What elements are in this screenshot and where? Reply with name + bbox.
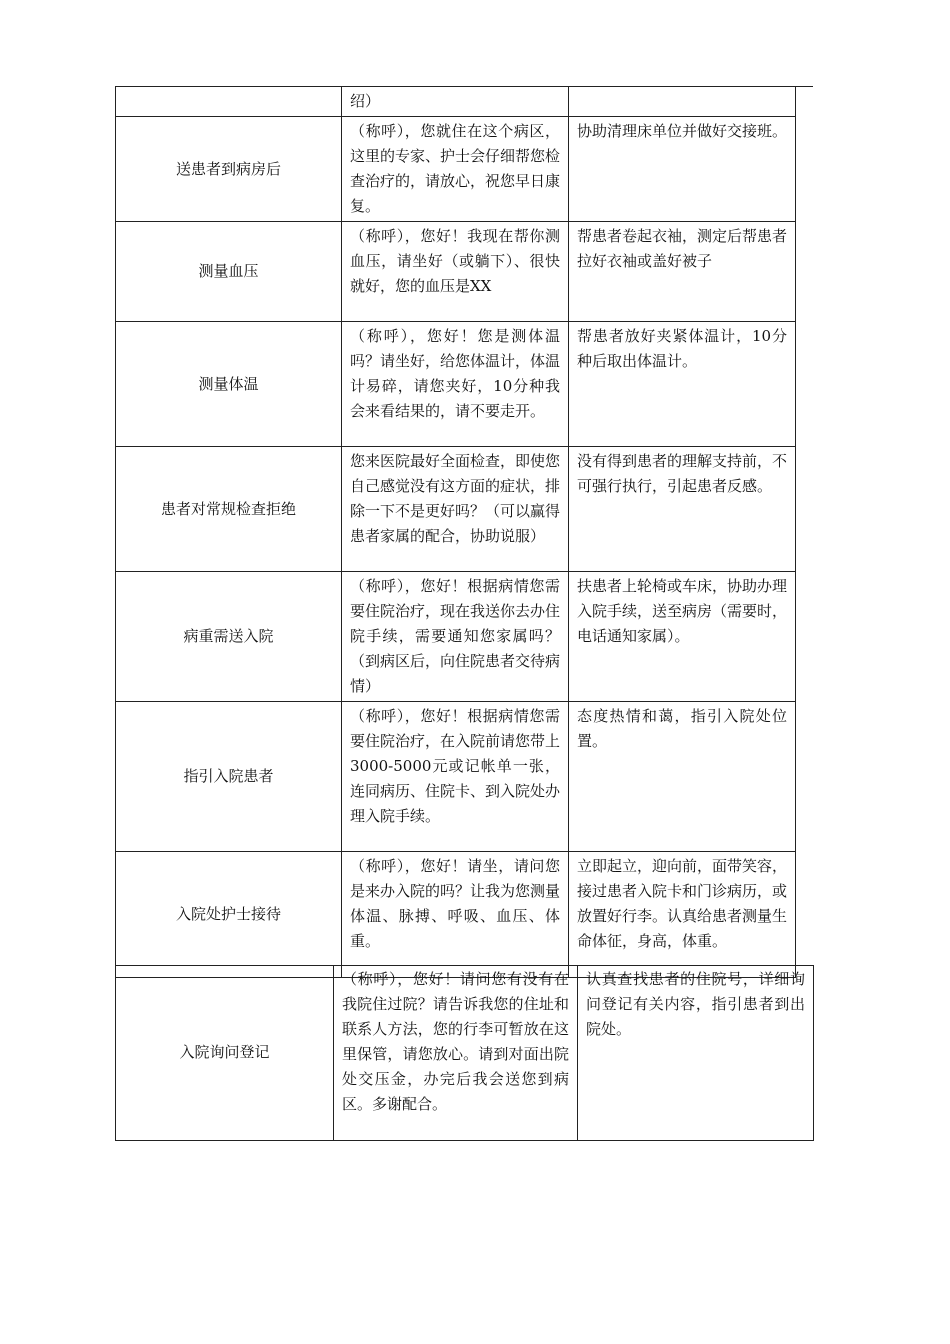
action-cell: 扶患者上轮椅或车床，协助办理入院手续，送至病房（需要时，电话通知家属）。 — [569, 572, 796, 702]
speech-cell: 您来医院最好全面检查，即使您自己感觉没有这方面的症状，排除一下不是更好吗？（可以赢得患者家属的配合，协助说服） — [342, 447, 569, 572]
speech-cell: 绍） — [342, 87, 569, 117]
scene-cell: 指引入院患者 — [116, 702, 342, 852]
speech-cell: （称呼），您好！根据病情您需要住院治疗，现在我送你去办住院手续，需要通知您家属吗？（到病区后，向住院患者交待病情） — [342, 572, 569, 702]
scene-cell — [116, 87, 342, 117]
etiquette-table-last-row — [115, 965, 814, 1141]
action-cell: 没有得到患者的理解支持前，不可强行执行，引起患者反感。 — [569, 447, 796, 572]
scene-cell: 入院询问登记 — [116, 966, 334, 1141]
speech-cell: （称呼），您好！我现在帮你测血压，请坐好（或躺下）、很快就好，您的血压是XX — [342, 222, 569, 322]
speech-cell: （称呼），您好！根据病情您需要住院治疗，在入院前请您带上3000-5000元或记帐单一张，连同病历、住院卡、到入院处办理入院手续。 — [342, 702, 569, 852]
table-row — [116, 966, 814, 1141]
action-cell: 态度热情和蔼，指引入院处位置。 — [569, 702, 796, 852]
speech-cell: （称呼），您好！请坐，请问您是来办入院的吗？让我为您测量体温、脉搏、呼吸、血压、体重。 — [342, 852, 569, 978]
table-row — [116, 447, 796, 572]
table-row — [116, 87, 796, 117]
action-cell: 协助清理床单位并做好交接班。 — [569, 117, 796, 222]
table-border-extension — [795, 86, 813, 87]
speech-cell: （称呼），您好！您是测体温吗？请坐好，给您体温计，体温计易碎，请您夹好，10分种我会来看结果的，请不要走开。 — [342, 322, 569, 447]
scene-cell: 病重需送入院 — [116, 572, 342, 702]
table-row — [116, 322, 796, 447]
scene-cell: 入院处护士接待 — [116, 852, 342, 978]
action-cell — [569, 87, 796, 117]
speech-cell: （称呼），您就住在这个病区，这里的专家、护士会仔细帮您检查治疗的，请放心，祝您早日康复。 — [342, 117, 569, 222]
etiquette-table — [115, 86, 796, 978]
table-row — [116, 222, 796, 322]
scene-cell: 送患者到病房后 — [116, 117, 342, 222]
action-cell: 帮患者卷起衣袖，测定后帮患者拉好衣袖或盖好被子 — [569, 222, 796, 322]
table-row — [116, 702, 796, 852]
scene-cell: 测量血压 — [116, 222, 342, 322]
table-row — [116, 572, 796, 702]
table-row — [116, 852, 796, 978]
scene-cell: 患者对常规检查拒绝 — [116, 447, 342, 572]
table-row — [116, 117, 796, 222]
scene-cell: 测量体温 — [116, 322, 342, 447]
action-cell: 帮患者放好夹紧体温计，10分种后取出体温计。 — [569, 322, 796, 447]
speech-cell: （称呼），您好！请问您有没有在我院住过院？请告诉我您的住址和联系人方法，您的行李可暂放在这里保管，请您放心。请到对面出院处交压金，办完后我会送您到病区。多谢配合。 — [334, 966, 578, 1141]
action-cell: 认真查找患者的住院号，详细询问登记有关内容，指引患者到出院处。 — [578, 966, 814, 1141]
action-cell: 立即起立，迎向前，面带笑容，接过患者入院卡和门诊病历，或放置好行李。认真给患者测量生命体征，身高，体重。 — [569, 852, 796, 978]
